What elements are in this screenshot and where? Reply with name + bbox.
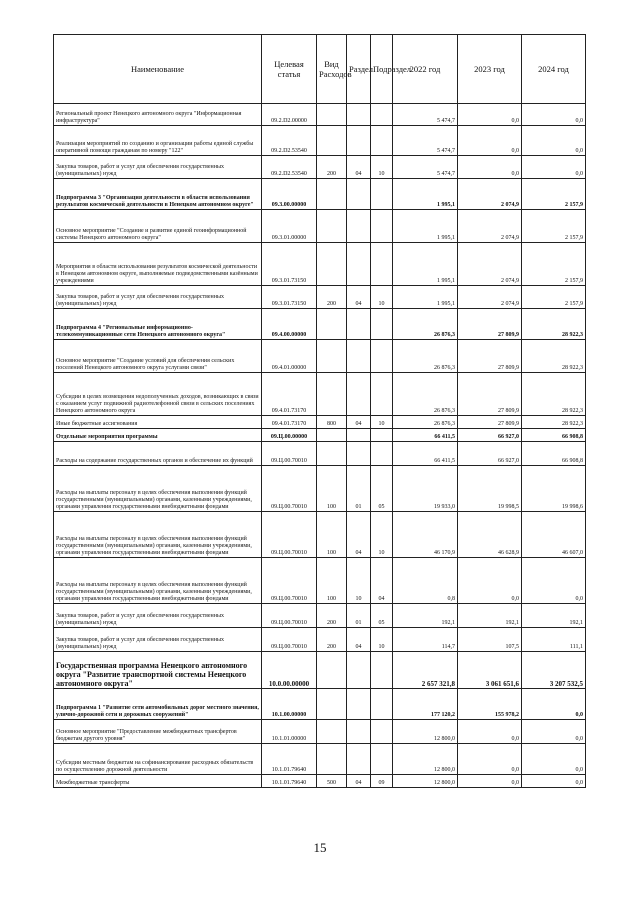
row-2022: 19 933,0 [393, 466, 458, 512]
row-code: 10.1.01.00000 [262, 720, 317, 744]
row-subsection [371, 104, 393, 126]
row-name: Закупка товаров, работ и услуг для обеспечения государственных (муниципальных) нужд [54, 156, 262, 179]
row-2023: 107,5 [458, 628, 522, 652]
table-row [54, 558, 586, 604]
row-code: 09.Ц.00.70010 [262, 442, 317, 466]
row-kind [317, 179, 347, 210]
row-2022: 26 876,3 [393, 373, 458, 416]
row-2024: 2 157,9 [522, 210, 586, 243]
row-2024: 0,0 [522, 775, 586, 788]
row-2024: 28 922,3 [522, 309, 586, 340]
row-2022: 12 800,0 [393, 720, 458, 744]
row-code: 09.Ц.00.70010 [262, 512, 317, 558]
row-name: Региональный проект Ненецкого автономного округа "Информационная инфраструктура" [54, 104, 262, 126]
row-subsection [371, 340, 393, 373]
row-2023: 3 061 651,6 [458, 652, 522, 689]
row-code: 09.3.01.00000 [262, 210, 317, 243]
row-code: 09.Ц.00.00000 [262, 429, 317, 442]
row-subsection: 04 [371, 558, 393, 604]
row-2023: 0,0 [458, 104, 522, 126]
row-subsection: 10 [371, 512, 393, 558]
row-2024: 66 908,8 [522, 429, 586, 442]
row-name: Основное мероприятие "Создание условий для обеспечения сельских поселений Ненецкого автономного округа услугами связи" [54, 340, 262, 373]
row-subsection [371, 689, 393, 720]
row-kind: 200 [317, 604, 347, 628]
row-name: Закупка товаров, работ и услуг для обеспечения государственных (муниципальных) нужд [54, 628, 262, 652]
row-code: 10.0.00.00000 [262, 652, 317, 689]
row-code: 09.3.01.73150 [262, 243, 317, 286]
row-2022: 177 120,2 [393, 689, 458, 720]
row-kind [317, 126, 347, 156]
row-2022: 1 995,1 [393, 179, 458, 210]
row-name: Субсидии местным бюджетам на софинансирование расходных обязательств по осуществлению дорожной деятельности [54, 744, 262, 775]
row-2023: 2 074,9 [458, 179, 522, 210]
row-2023: 2 074,9 [458, 210, 522, 243]
row-name: Основное мероприятие "Создание и развитие единой геоинформационной системы Ненецкого автономного округа" [54, 210, 262, 243]
row-kind: 200 [317, 286, 347, 309]
row-code: 10.1.01.79640 [262, 775, 317, 788]
row-2023: 155 978,2 [458, 689, 522, 720]
table-row [54, 604, 586, 628]
row-subsection [371, 243, 393, 286]
row-2024: 0,0 [522, 156, 586, 179]
header-row [54, 35, 586, 104]
row-2024: 192,1 [522, 604, 586, 628]
row-name: Подпрограмма 4 "Региональные информационно-телекоммуникационные сети Ненецкого автономного округа" [54, 309, 262, 340]
row-subsection [371, 744, 393, 775]
row-code: 10.1.00.00000 [262, 689, 317, 720]
table-row [54, 309, 586, 340]
row-2022: 1 995,1 [393, 243, 458, 286]
row-2024: 0,0 [522, 558, 586, 604]
row-code: 10.1.01.79640 [262, 744, 317, 775]
row-subsection [371, 210, 393, 243]
row-subsection: 10 [371, 156, 393, 179]
row-subsection: 09 [371, 775, 393, 788]
row-kind [317, 104, 347, 126]
header-2024: 2024 год [522, 35, 586, 104]
row-2022: 26 876,3 [393, 309, 458, 340]
table-row [54, 466, 586, 512]
row-kind [317, 720, 347, 744]
row-kind [317, 243, 347, 286]
row-2022: 0,8 [393, 558, 458, 604]
row-2022: 66 411,5 [393, 429, 458, 442]
row-2024: 3 207 532,5 [522, 652, 586, 689]
row-name: Расходы на выплаты персоналу в целях обеспечения выполнения функций государственными (муниципальными) органами, казенными учреждениями, органами управления государственными внебюджетными фондами [54, 558, 262, 604]
header-code: Целевая статья [262, 35, 317, 104]
row-subsection: 05 [371, 466, 393, 512]
row-subsection [371, 652, 393, 689]
row-2023: 19 998,5 [458, 466, 522, 512]
row-section: 04 [347, 775, 371, 788]
row-section: 04 [347, 286, 371, 309]
row-section [347, 442, 371, 466]
row-2022: 114,7 [393, 628, 458, 652]
row-subsection [371, 429, 393, 442]
header-section: Раздел [347, 35, 371, 104]
row-code: 09.4.00.00000 [262, 309, 317, 340]
row-name: Мероприятия в области использования результатов космической деятельности в Ненецком автономном округе, выполняемые подведомственными казёнными учреждениями [54, 243, 262, 286]
row-kind: 800 [317, 416, 347, 429]
row-kind [317, 373, 347, 416]
table-row [54, 243, 586, 286]
row-section [347, 429, 371, 442]
row-name: Расходы на выплаты персоналу в целях обеспечения выполнения функций государственными (муниципальными) органами, казенными учреждениями, органами управления государственными внебюджетными фондами [54, 466, 262, 512]
row-2023: 66 927,0 [458, 442, 522, 466]
row-subsection [371, 720, 393, 744]
row-code: 09.2.D2.53540 [262, 126, 317, 156]
row-2023: 27 809,9 [458, 373, 522, 416]
row-section: 10 [347, 558, 371, 604]
row-code: 09.4.01.73170 [262, 373, 317, 416]
row-section [347, 104, 371, 126]
row-code: 09.3.01.73150 [262, 286, 317, 309]
row-subsection [371, 126, 393, 156]
row-code: 09.Ц.00.70010 [262, 604, 317, 628]
row-kind [317, 429, 347, 442]
table-row [54, 373, 586, 416]
row-2024: 28 922,3 [522, 340, 586, 373]
row-kind [317, 309, 347, 340]
budget-table [53, 34, 586, 788]
row-2022: 192,1 [393, 604, 458, 628]
row-2023: 0,0 [458, 558, 522, 604]
row-subsection [371, 442, 393, 466]
row-kind [317, 689, 347, 720]
row-section: 01 [347, 604, 371, 628]
row-kind: 500 [317, 775, 347, 788]
row-2024: 0,0 [522, 104, 586, 126]
row-name: Субсидии в целях возмещения недополученных доходов, возникающих в связи с оказанием услуг подвижной радиотелефонной связи в сельских поселениях Ненецкого автономного округа [54, 373, 262, 416]
row-subsection [371, 309, 393, 340]
table-row [54, 429, 586, 442]
row-2023: 27 809,9 [458, 309, 522, 340]
row-section [347, 210, 371, 243]
table-row [54, 628, 586, 652]
row-code: 09.4.01.73170 [262, 416, 317, 429]
row-code: 09.2.D2.00000 [262, 104, 317, 126]
row-section [347, 309, 371, 340]
header-subsection: Подраздел [371, 35, 393, 104]
row-2024: 0,0 [522, 744, 586, 775]
row-2023: 0,0 [458, 126, 522, 156]
page-number: 15 [313, 840, 327, 855]
row-section: 04 [347, 156, 371, 179]
table-row [54, 720, 586, 744]
row-kind: 200 [317, 156, 347, 179]
row-code: 09.Ц.00.70010 [262, 558, 317, 604]
row-2023: 2 074,9 [458, 243, 522, 286]
row-section [347, 720, 371, 744]
row-kind [317, 340, 347, 373]
row-2023: 0,0 [458, 720, 522, 744]
table-row [54, 775, 586, 788]
row-name: Государственная программа Ненецкого автономного округа "Развитие транспортной системы Ненецкого автономного округа" [54, 652, 262, 689]
table-row [54, 126, 586, 156]
table-row [54, 286, 586, 309]
row-name: Иные бюджетные ассигнования [54, 416, 262, 429]
row-2023: 192,1 [458, 604, 522, 628]
row-kind [317, 744, 347, 775]
row-kind: 100 [317, 512, 347, 558]
row-section: 04 [347, 512, 371, 558]
table-row [54, 179, 586, 210]
row-name: Основное мероприятие "Предоставление межбюджетных трансфертов бюджетам другого уровня" [54, 720, 262, 744]
row-subsection: 10 [371, 416, 393, 429]
table-row [54, 744, 586, 775]
row-2022: 46 170,9 [393, 512, 458, 558]
row-2022: 1 995,1 [393, 286, 458, 309]
row-code: 09.Ц.00.70010 [262, 628, 317, 652]
row-section [347, 373, 371, 416]
table-row [54, 340, 586, 373]
table-row [54, 156, 586, 179]
row-section [347, 652, 371, 689]
row-kind: 200 [317, 628, 347, 652]
row-code: 09.3.00.00000 [262, 179, 317, 210]
row-kind [317, 210, 347, 243]
row-subsection [371, 373, 393, 416]
row-section [347, 243, 371, 286]
row-kind: 100 [317, 466, 347, 512]
row-2024: 0,0 [522, 689, 586, 720]
row-name: Межбюджетные трансферты [54, 775, 262, 788]
row-name: Расходы на выплаты персоналу в целях обеспечения выполнения функций государственными (муниципальными) органами, казенными учреждениями, органами управления государственными внебюджетными фондами [54, 512, 262, 558]
header-name: Наименование [54, 35, 262, 104]
row-2023: 27 809,9 [458, 340, 522, 373]
row-code: 09.4.01.00000 [262, 340, 317, 373]
table-row [54, 512, 586, 558]
row-kind [317, 652, 347, 689]
row-2024: 0,0 [522, 126, 586, 156]
row-name: Закупка товаров, работ и услуг для обеспечения государственных (муниципальных) нужд [54, 604, 262, 628]
row-section [347, 689, 371, 720]
header-kind: Вид Расходов [317, 35, 347, 104]
row-name: Подпрограмма 1 "Развитие сети автомобильных дорог местного значения, улично-дорожной сети и дорожных сооружений" [54, 689, 262, 720]
row-2023: 0,0 [458, 775, 522, 788]
row-code: 09.2.D2.53540 [262, 156, 317, 179]
row-2024: 28 922,3 [522, 416, 586, 429]
row-section: 01 [347, 466, 371, 512]
row-2024: 111,1 [522, 628, 586, 652]
header-2023: 2023 год [458, 35, 522, 104]
row-2024: 2 157,9 [522, 243, 586, 286]
row-code: 09.Ц.00.70010 [262, 466, 317, 512]
row-2022: 5 474,7 [393, 156, 458, 179]
row-2023: 0,0 [458, 744, 522, 775]
row-subsection: 05 [371, 604, 393, 628]
row-2022: 2 657 321,8 [393, 652, 458, 689]
row-name: Реализация мероприятий по созданию и организации работы единой службы оперативной помощи гражданам по номеру "122" [54, 126, 262, 156]
header-2022: 2022 год [393, 35, 458, 104]
table-row [54, 689, 586, 720]
row-2022: 1 995,1 [393, 210, 458, 243]
row-kind [317, 442, 347, 466]
row-name: Закупка товаров, работ и услуг для обеспечения государственных (муниципальных) нужд [54, 286, 262, 309]
row-name: Отдельные мероприятия программы [54, 429, 262, 442]
row-2024: 0,0 [522, 720, 586, 744]
table-row [54, 104, 586, 126]
row-2024: 2 157,9 [522, 286, 586, 309]
row-2022: 12 800,0 [393, 744, 458, 775]
row-2023: 27 809,9 [458, 416, 522, 429]
row-subsection: 10 [371, 286, 393, 309]
row-section [347, 340, 371, 373]
row-2023: 66 927,0 [458, 429, 522, 442]
row-kind: 100 [317, 558, 347, 604]
row-2022: 26 876,3 [393, 340, 458, 373]
row-2024: 28 922,3 [522, 373, 586, 416]
row-subsection: 10 [371, 628, 393, 652]
table-row [54, 210, 586, 243]
row-2024: 19 998,6 [522, 466, 586, 512]
row-2022: 26 876,3 [393, 416, 458, 429]
row-2022: 12 800,0 [393, 775, 458, 788]
row-section: 04 [347, 628, 371, 652]
row-2022: 5 474,7 [393, 126, 458, 156]
row-subsection [371, 179, 393, 210]
row-section [347, 179, 371, 210]
row-section [347, 126, 371, 156]
row-section [347, 744, 371, 775]
row-2023: 46 628,9 [458, 512, 522, 558]
row-2024: 2 157,9 [522, 179, 586, 210]
row-name: Подпрограмма 3 "Организация деятельности в области использования результатов космической деятельности в Ненецком автономном округе" [54, 179, 262, 210]
table-row [54, 442, 586, 466]
table-row [54, 416, 586, 429]
row-2023: 2 074,9 [458, 286, 522, 309]
row-2024: 66 908,8 [522, 442, 586, 466]
row-2024: 46 607,0 [522, 512, 586, 558]
row-2023: 0,0 [458, 156, 522, 179]
row-section: 04 [347, 416, 371, 429]
row-2022: 66 411,5 [393, 442, 458, 466]
table-row [54, 652, 586, 689]
row-2022: 5 474,7 [393, 104, 458, 126]
row-name: Расходы на содержание государственных органов и обеспечение их функций [54, 442, 262, 466]
